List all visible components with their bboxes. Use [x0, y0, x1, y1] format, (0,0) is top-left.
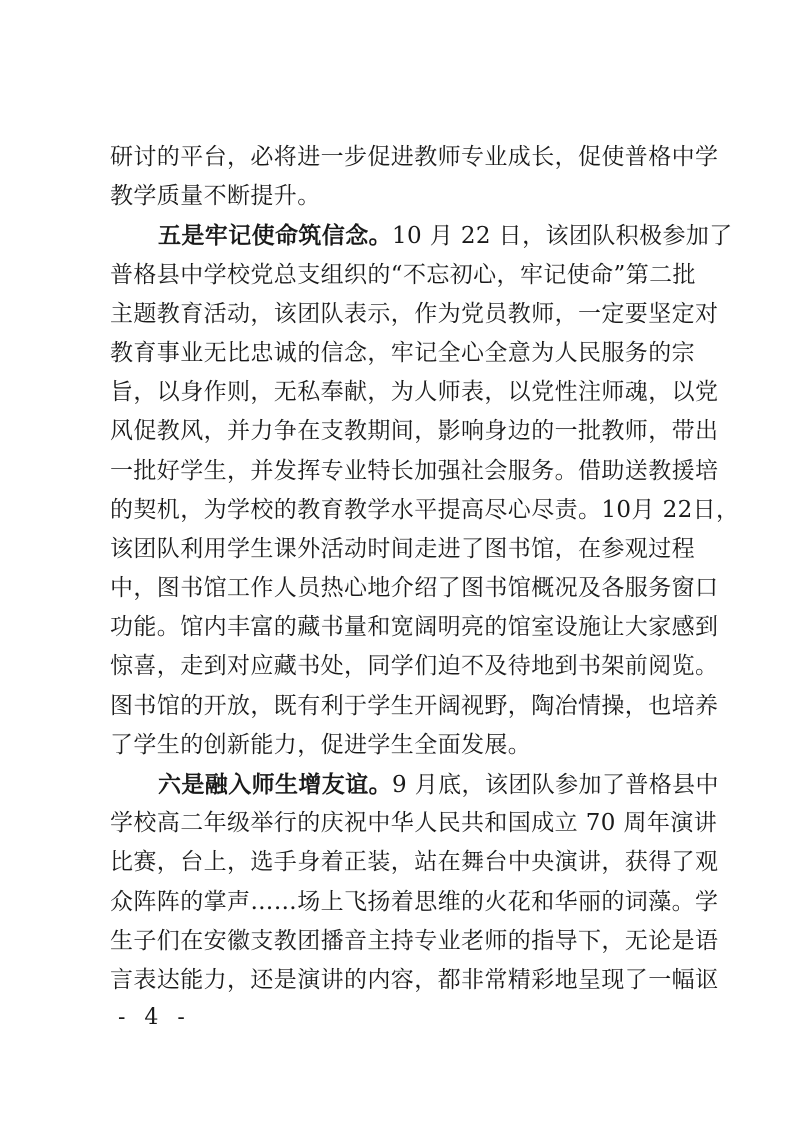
text-line: 惊喜，走到对应藏书处，同学们迫不及待地到书架前阅览。 [110, 653, 719, 680]
text-line: 的契机，为学校的教育教学水平提高尽心尽责。10月 22日， [110, 496, 740, 523]
text-line: 了学生的创新能力，促进学生全面发展。 [110, 731, 532, 758]
text-line: 教育事业无比忠诚的信念，牢记全心全意为人民服务的宗 [110, 339, 695, 366]
text-line: 生子们在安徽支教团播音主持专业老师的指导下，无论是语 [110, 927, 719, 954]
text-span: 10 月 22 日，该团队积极参加了 [392, 223, 733, 250]
text-line [110, 216, 733, 255]
text-line: 风促教风，并力争在支教期间，影响身边的一批教师，带出 [110, 418, 719, 445]
section-heading: 五是牢记使命筑信念。 [158, 222, 392, 250]
text-line: 图书馆的开放，既有利于学生开阔视野，陶冶情操，也培养 [110, 692, 719, 719]
text-line: 比赛，台上，选手身着正装，站在舞台中央演讲，获得了观 [110, 849, 719, 876]
text-line: 研讨的平台，必将进一步促进教师专业成长，促使普格中学 [110, 144, 719, 170]
text-line: 功能。馆内丰富的藏书量和宽阔明亮的馆室设施让大家感到 [110, 614, 719, 641]
document-body [110, 138, 740, 1000]
text-line: 旨，以身作则，无私奉献，为人师表，以党性注师魂，以党 [110, 379, 719, 406]
text-line: 主题教育活动，该团队表示，作为党员教师，一定要坚定对 [110, 300, 719, 327]
text-line: 众阵阵的掌声……场上飞扬着思维的火花和华丽的词藻。学 [110, 888, 719, 915]
paragraph-six [110, 765, 719, 1000]
paragraph-five [110, 216, 740, 765]
text-line: 该团队利用学生课外活动时间走进了图书馆，在参观过程 [110, 535, 695, 562]
text-line [110, 765, 719, 804]
section-heading: 六是融入师生增友谊。 [158, 771, 392, 798]
text-line: 普格县中学校党总支组织的“不忘初心，牢记使命”第二批 [110, 261, 696, 288]
text-line: 言表达能力，还是演讲的内容，都非常精彩地呈现了一幅讴 [110, 966, 719, 993]
page-number: - 4 - [118, 1005, 191, 1030]
text-line: 中，图书馆工作人员热心地介绍了图书馆概况及各服务窗口 [110, 575, 719, 602]
text-line: 学校高二年级举行的庆祝中华人民共和国成立 70 周年演讲 [110, 810, 718, 837]
text-line: 一批好学生，并发挥专业特长加强社会服务。借助送教援培 [110, 457, 719, 484]
text-line: 教学质量不断提升。 [110, 183, 321, 210]
paragraph-continuation [110, 138, 719, 216]
text-span: 9 月底，该团队参加了普格县中 [392, 772, 719, 798]
